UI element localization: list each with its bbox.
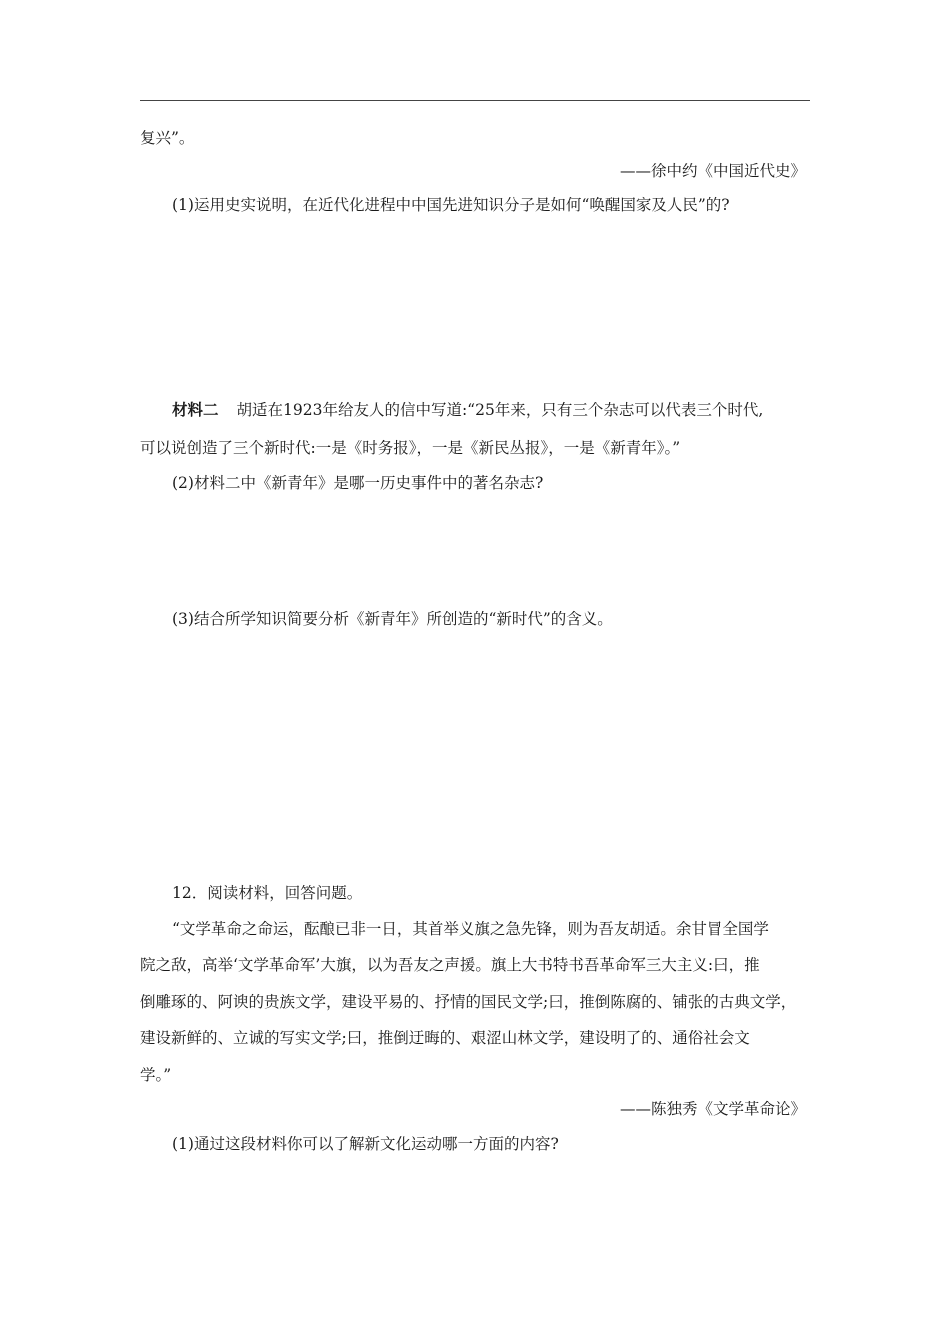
quote-line-4: 建设新鲜的、立诚的写实文学;曰，推倒迂晦的、艰涩山林文学，建设明了的、通俗社会文 <box>140 1029 750 1047</box>
quote-line-3: 倒雕琢的、阿谀的贵族文学，建设平易的、抒情的国民文学;曰，推倒陈腐的、铺张的古典文学， <box>140 993 797 1011</box>
quote-line-1: “文学革命之命运，酝酿已非一日，其首举义旗之急先锋，则为吾友胡适。余甘冒全国学 <box>172 920 769 938</box>
quote-line-2: 院之敌，高举‘文学革命军’大旗，以为吾友之声援。旗上大书特书吾革命军三大主义:曰，推 <box>140 956 760 974</box>
question-part-1: (1)运用史实说明，在近代化进程中中国先进知识分子是如何“唤醒国家及人民”的? <box>172 196 730 214</box>
question-12-part-1: (1)通过这段材料你可以了解新文化运动哪一方面的内容? <box>172 1135 559 1153</box>
question-part-3: (3)结合所学知识简要分析《新青年》所创造的“新时代”的含义。 <box>172 610 613 628</box>
material-2-line-2: 可以说创造了三个新时代:一是《时务报》，一是《新民丛报》，一是《新青年》。” <box>140 439 681 457</box>
continued-text-tail: 复兴”。 <box>140 129 195 147</box>
question-part-2: (2)材料二中《新青年》是哪一历史事件中的著名杂志? <box>172 474 544 492</box>
quote-line-5: 学。” <box>140 1066 172 1084</box>
header-rule <box>140 100 810 101</box>
material-2-text-1: 胡适在1923年给友人的信中写道:“25年来，只有三个杂志可以代表三个时代, <box>236 401 764 419</box>
source-citation: ——徐中约《中国近代史》 <box>619 162 806 180</box>
question-12-title: 12．阅读材料，回答问题。 <box>172 884 363 902</box>
material-2-label: 材料二 <box>172 400 219 419</box>
material-2-line-1 <box>172 399 810 421</box>
quote-source-citation: ——陈独秀《文学革命论》 <box>619 1100 806 1118</box>
